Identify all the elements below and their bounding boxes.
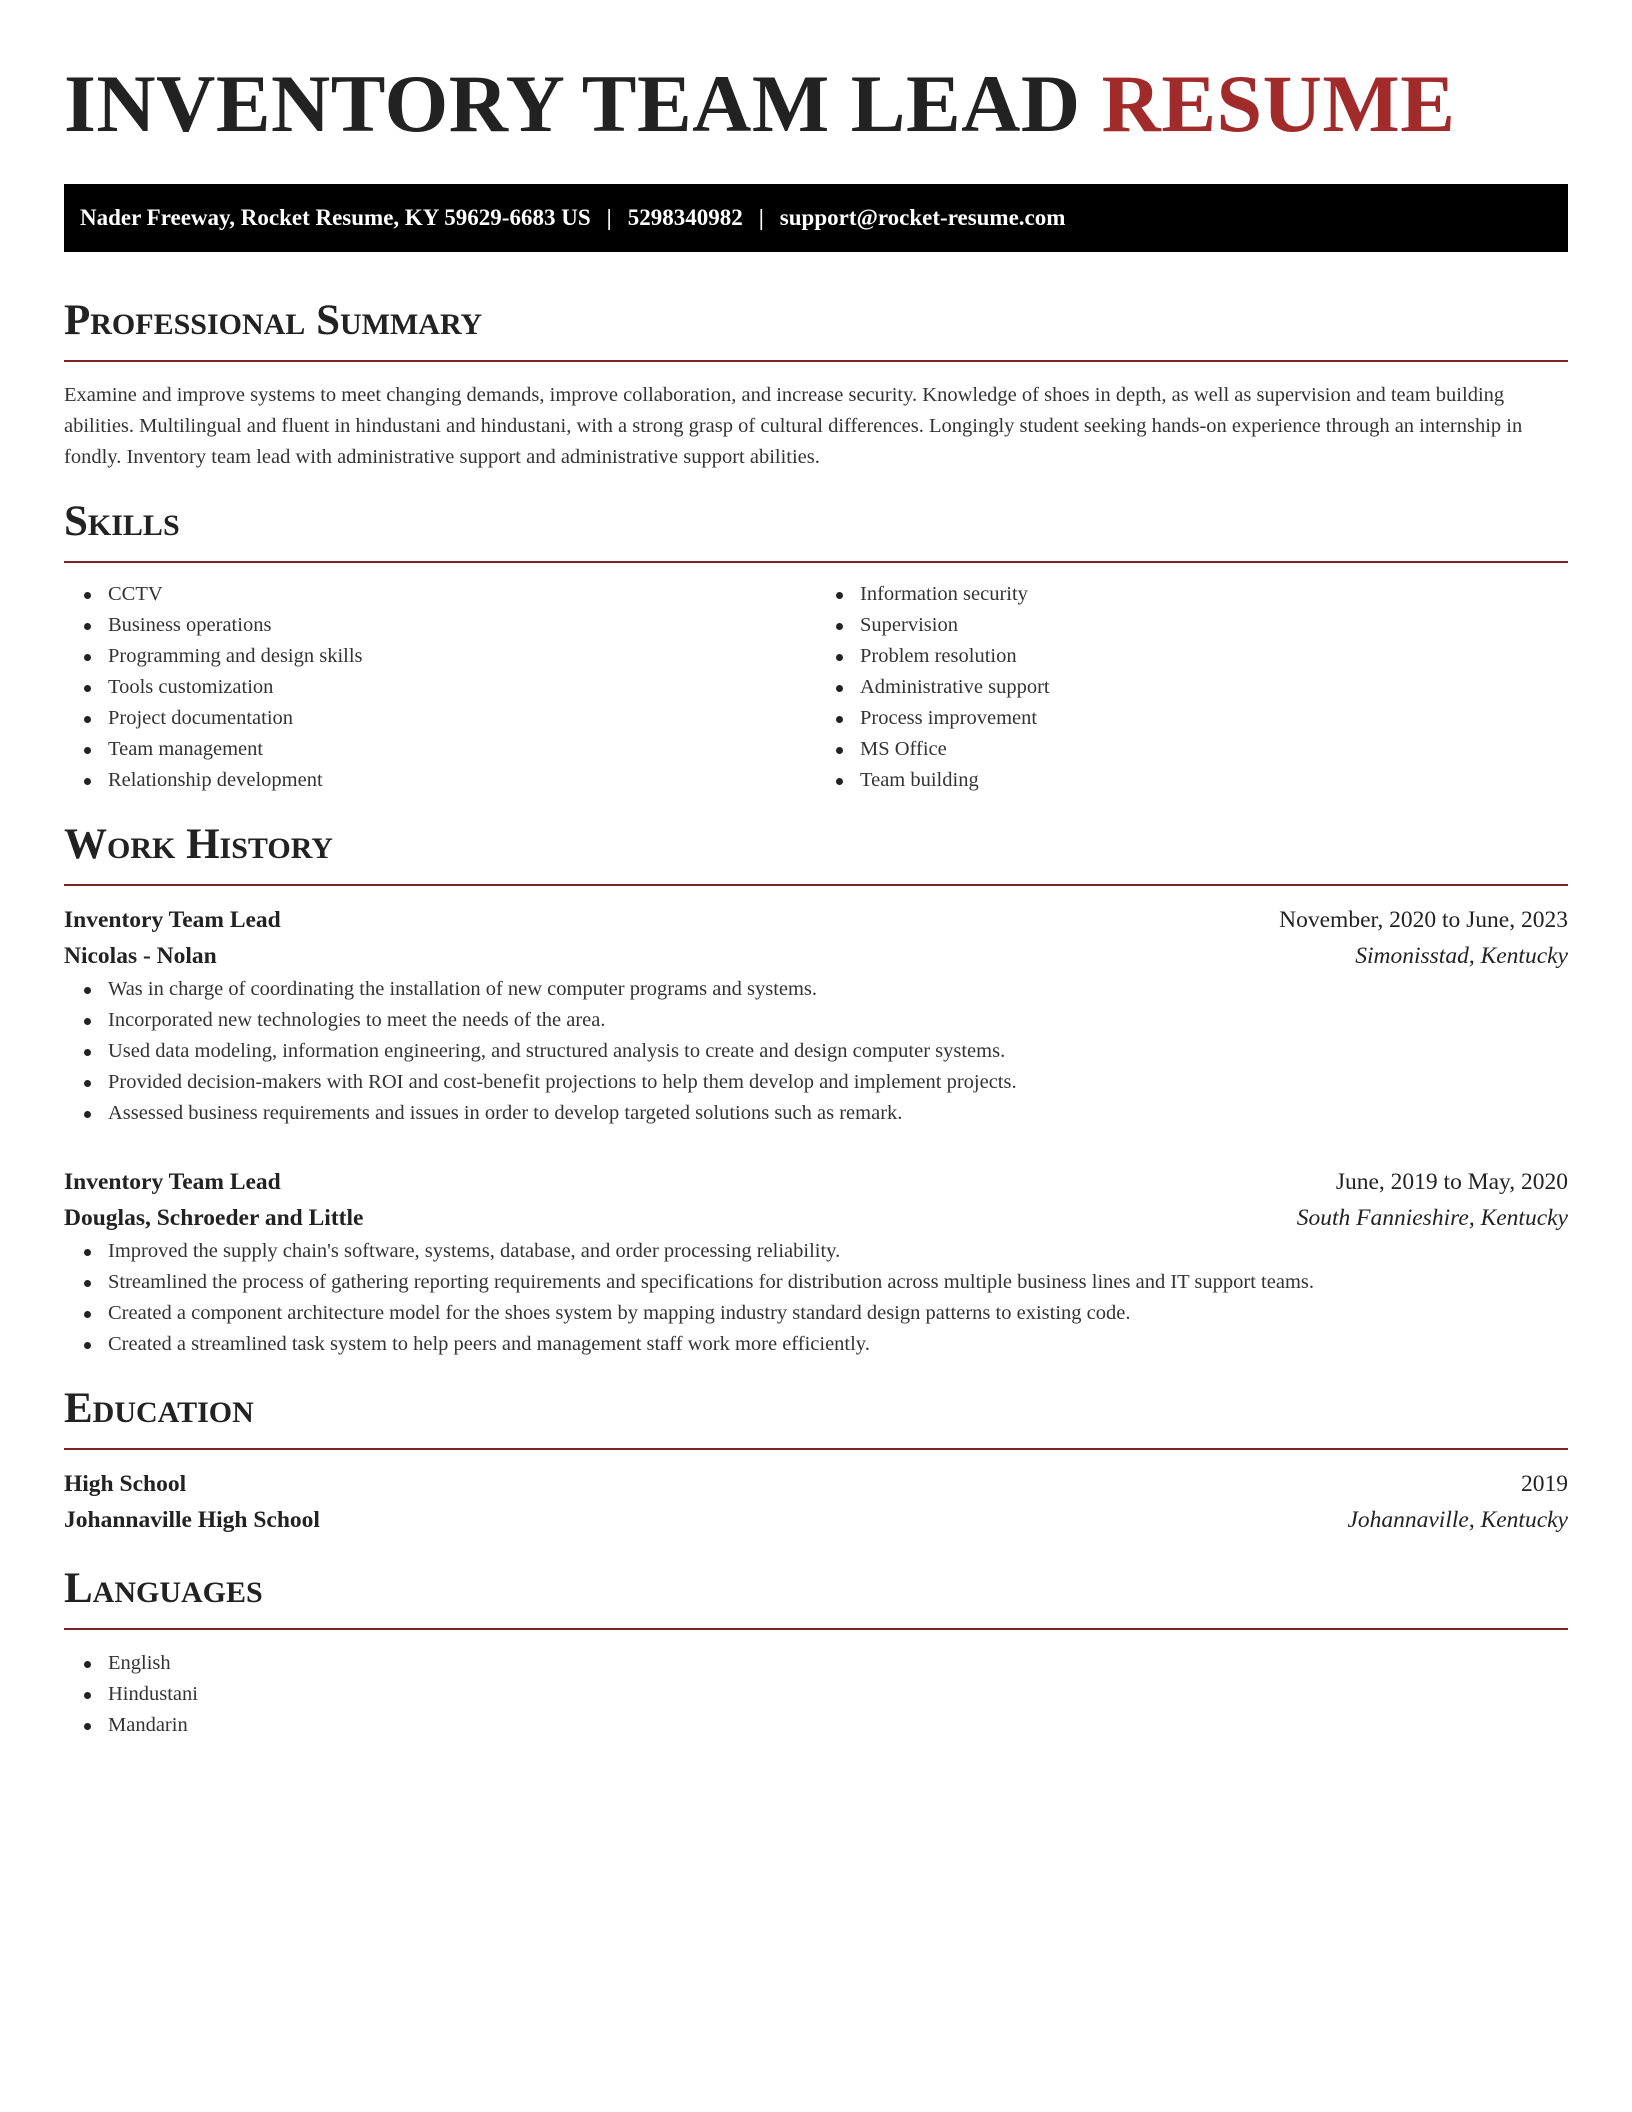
job-bullet: Provided decision-makers with ROI and cost-benefit projections to help them develop and implement projects. xyxy=(64,1067,1568,1098)
contact-phone: 5298340982 xyxy=(627,205,743,230)
section-heading-work: Work History xyxy=(64,821,333,868)
job-entry xyxy=(64,902,1568,1129)
section-heading-summary: Professional Summary xyxy=(64,297,483,344)
education-location: Johannaville, Kentucky xyxy=(1347,1507,1568,1533)
title-main: INVENTORY TEAM LEAD xyxy=(64,58,1081,149)
skills-grid xyxy=(64,579,1568,796)
skill-item: Team management xyxy=(64,734,816,765)
job-company-row xyxy=(64,938,1568,974)
job-bullet: Used data modeling, information engineering, and structured analysis to create and design computer systems. xyxy=(64,1036,1568,1067)
job-location: South Fannieshire, Kentucky xyxy=(1296,1205,1568,1231)
section-divider xyxy=(64,884,1568,886)
job-bullet: Streamlined the process of gathering reporting requirements and specifications for distribution across multiple business lines and IT support teams. xyxy=(64,1267,1568,1298)
contact-address: Nader Freeway, Rocket Resume, KY 59629-6683 US xyxy=(80,205,591,230)
job-bullet: Incorporated new technologies to meet the needs of the area. xyxy=(64,1005,1568,1036)
education-degree-row xyxy=(64,1466,1568,1502)
section-heading-skills: Skills xyxy=(64,498,180,545)
job-company: Nicolas - Nolan xyxy=(64,943,217,969)
section-divider xyxy=(64,1628,1568,1630)
job-dates: November, 2020 to June, 2023 xyxy=(1279,907,1568,933)
job-location: Simonisstad, Kentucky xyxy=(1355,943,1568,969)
language-item: English xyxy=(64,1648,1568,1679)
title-accent: RESUME xyxy=(1101,58,1456,149)
education-school: Johannaville High School xyxy=(64,1507,320,1533)
skill-item: Programming and design skills xyxy=(64,641,816,672)
skill-item: Information security xyxy=(816,579,1568,610)
skill-item: Problem resolution xyxy=(816,641,1568,672)
education-entry xyxy=(64,1466,1568,1538)
job-bullet: Was in charge of coordinating the installation of new computer programs and systems. xyxy=(64,974,1568,1005)
job-title-row xyxy=(64,1164,1568,1200)
skill-item: Project documentation xyxy=(64,703,816,734)
language-item: Hindustani xyxy=(64,1679,1568,1710)
skill-item: MS Office xyxy=(816,734,1568,765)
skill-item: Team building xyxy=(816,765,1568,796)
education-degree: High School xyxy=(64,1471,187,1497)
skills-section xyxy=(64,497,1568,796)
job-bullet: Created a component architecture model for the shoes system by mapping industry standard design patterns to existing code. xyxy=(64,1298,1568,1329)
summary-text: Examine and improve systems to meet changing demands, improve collaboration, and increase security. Knowledge of shoes in depth, as well as supervision and team building abilities. Multilingual and fluent in hindustani and hindustani, with a strong grasp of cultural differences. Longingly student seeking hands-on experience through an internship in fondly. Inventory team lead with administrative support and administrative support abilities. xyxy=(64,384,1523,468)
resume-title xyxy=(64,58,1568,150)
job-title-row xyxy=(64,902,1568,938)
skills-list-left xyxy=(64,579,816,796)
work-history-section xyxy=(64,820,1568,1360)
section-heading-languages: Languages xyxy=(64,1565,263,1612)
languages-section xyxy=(64,1564,1568,1741)
skill-item: Business operations xyxy=(64,610,816,641)
job-bullet: Created a streamlined task system to help peers and management staff work more efficiently. xyxy=(64,1329,1568,1360)
job-entry xyxy=(64,1164,1568,1360)
skill-item: Administrative support xyxy=(816,672,1568,703)
contact-bar xyxy=(64,184,1568,252)
contact-separator: | xyxy=(758,205,764,230)
job-bullets xyxy=(64,1236,1568,1360)
section-heading-education: Education xyxy=(64,1385,254,1432)
section-divider xyxy=(64,360,1568,362)
summary-section xyxy=(64,296,1568,473)
job-title: Inventory Team Lead xyxy=(64,1169,281,1195)
job-title: Inventory Team Lead xyxy=(64,907,281,933)
skill-item: Relationship development xyxy=(64,765,816,796)
section-divider xyxy=(64,561,1568,563)
job-bullet: Improved the supply chain's software, systems, database, and order processing reliability. xyxy=(64,1236,1568,1267)
job-bullet: Assessed business requirements and issues in order to develop targeted solutions such as remark. xyxy=(64,1098,1568,1129)
skill-item: Tools customization xyxy=(64,672,816,703)
education-year: 2019 xyxy=(1521,1471,1568,1497)
job-dates: June, 2019 to May, 2020 xyxy=(1335,1169,1568,1195)
education-school-row xyxy=(64,1502,1568,1538)
skill-item: CCTV xyxy=(64,579,816,610)
contact-email: support@rocket-resume.com xyxy=(779,205,1066,230)
education-section xyxy=(64,1384,1568,1538)
job-bullets xyxy=(64,974,1568,1129)
language-item: Mandarin xyxy=(64,1710,1568,1741)
section-divider xyxy=(64,1448,1568,1450)
languages-list xyxy=(64,1648,1568,1741)
skill-item: Process improvement xyxy=(816,703,1568,734)
job-company: Douglas, Schroeder and Little xyxy=(64,1205,364,1231)
contact-separator: | xyxy=(606,205,612,230)
skill-item: Supervision xyxy=(816,610,1568,641)
skills-list-right xyxy=(816,579,1568,796)
job-company-row xyxy=(64,1200,1568,1236)
